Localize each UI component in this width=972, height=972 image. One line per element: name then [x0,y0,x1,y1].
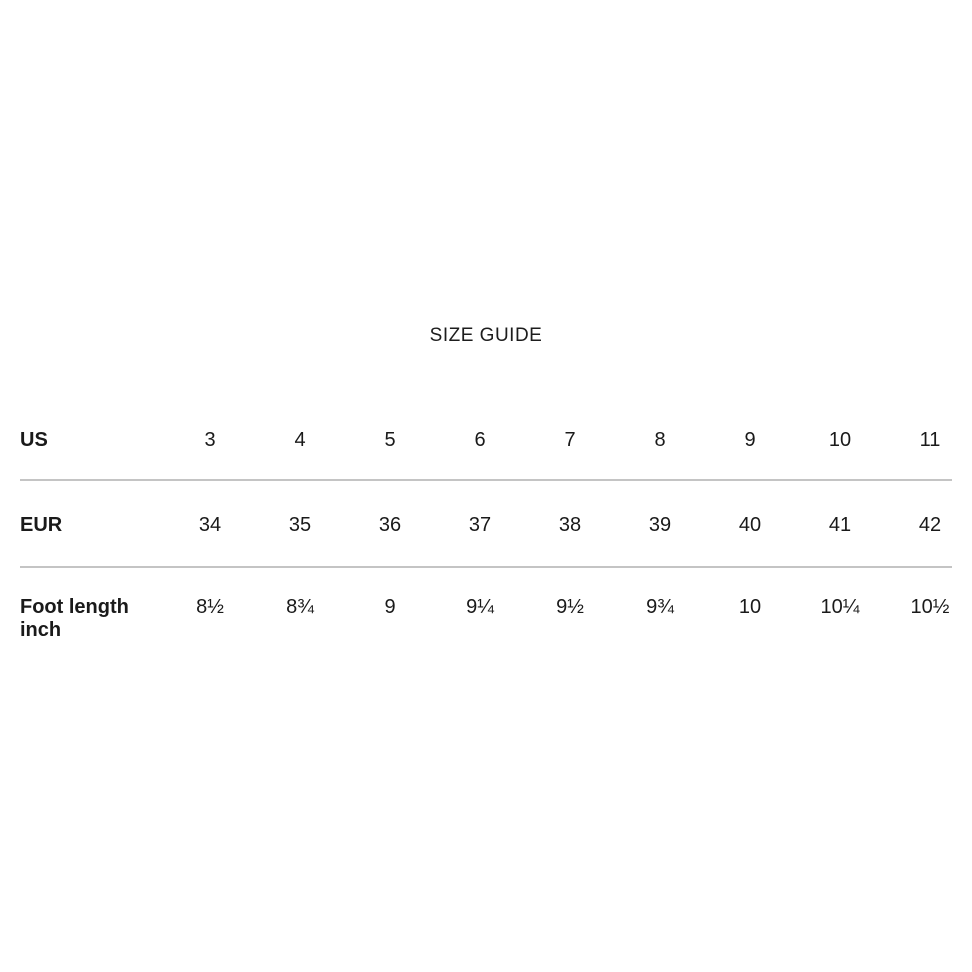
foot-length-cell: 8½ [196,596,224,618]
us-size-cell: 9 [744,429,756,451]
eur-size-cell: 42 [918,514,942,536]
eur-size-cell: 35 [288,514,312,536]
table-row-us [20,429,972,479]
us-size-cell: 7 [564,429,576,451]
foot-length-cell: 9¾ [646,596,674,618]
foot-length-cell: 9¼ [466,596,494,618]
us-size-cell: 8 [654,429,666,451]
eur-size-cell: 39 [648,514,672,536]
eur-size-cell: 34 [198,514,222,536]
foot-length-cell: 10 [738,596,762,618]
foot-length-cell: 10¼ [820,596,860,618]
size-guide-table [20,429,972,642]
us-size-cell: 5 [384,429,396,451]
us-size-cell: 3 [204,429,216,451]
eur-size-cell: 40 [738,514,762,536]
foot-length-cell: 9 [384,596,396,618]
row-label-eur: EUR [20,514,63,536]
us-size-cell: 4 [294,429,306,451]
table-row-foot-length [20,568,972,642]
us-size-cell: 11 [919,429,941,451]
row-label-foot-length: Foot length inch [20,596,129,641]
eur-size-cell: 38 [558,514,582,536]
foot-length-cell: 9½ [556,596,584,618]
eur-size-cell: 37 [468,514,492,536]
table-row-eur [20,481,972,566]
page-title: SIZE GUIDE [429,325,543,346]
us-size-cell: 6 [474,429,486,451]
eur-size-cell: 41 [828,514,852,536]
eur-size-cell: 36 [378,514,402,536]
row-label-us: US [20,429,48,451]
us-size-cell: 10 [828,429,852,451]
foot-length-cell: 10½ [910,596,950,618]
foot-length-cell: 8¾ [286,596,314,618]
